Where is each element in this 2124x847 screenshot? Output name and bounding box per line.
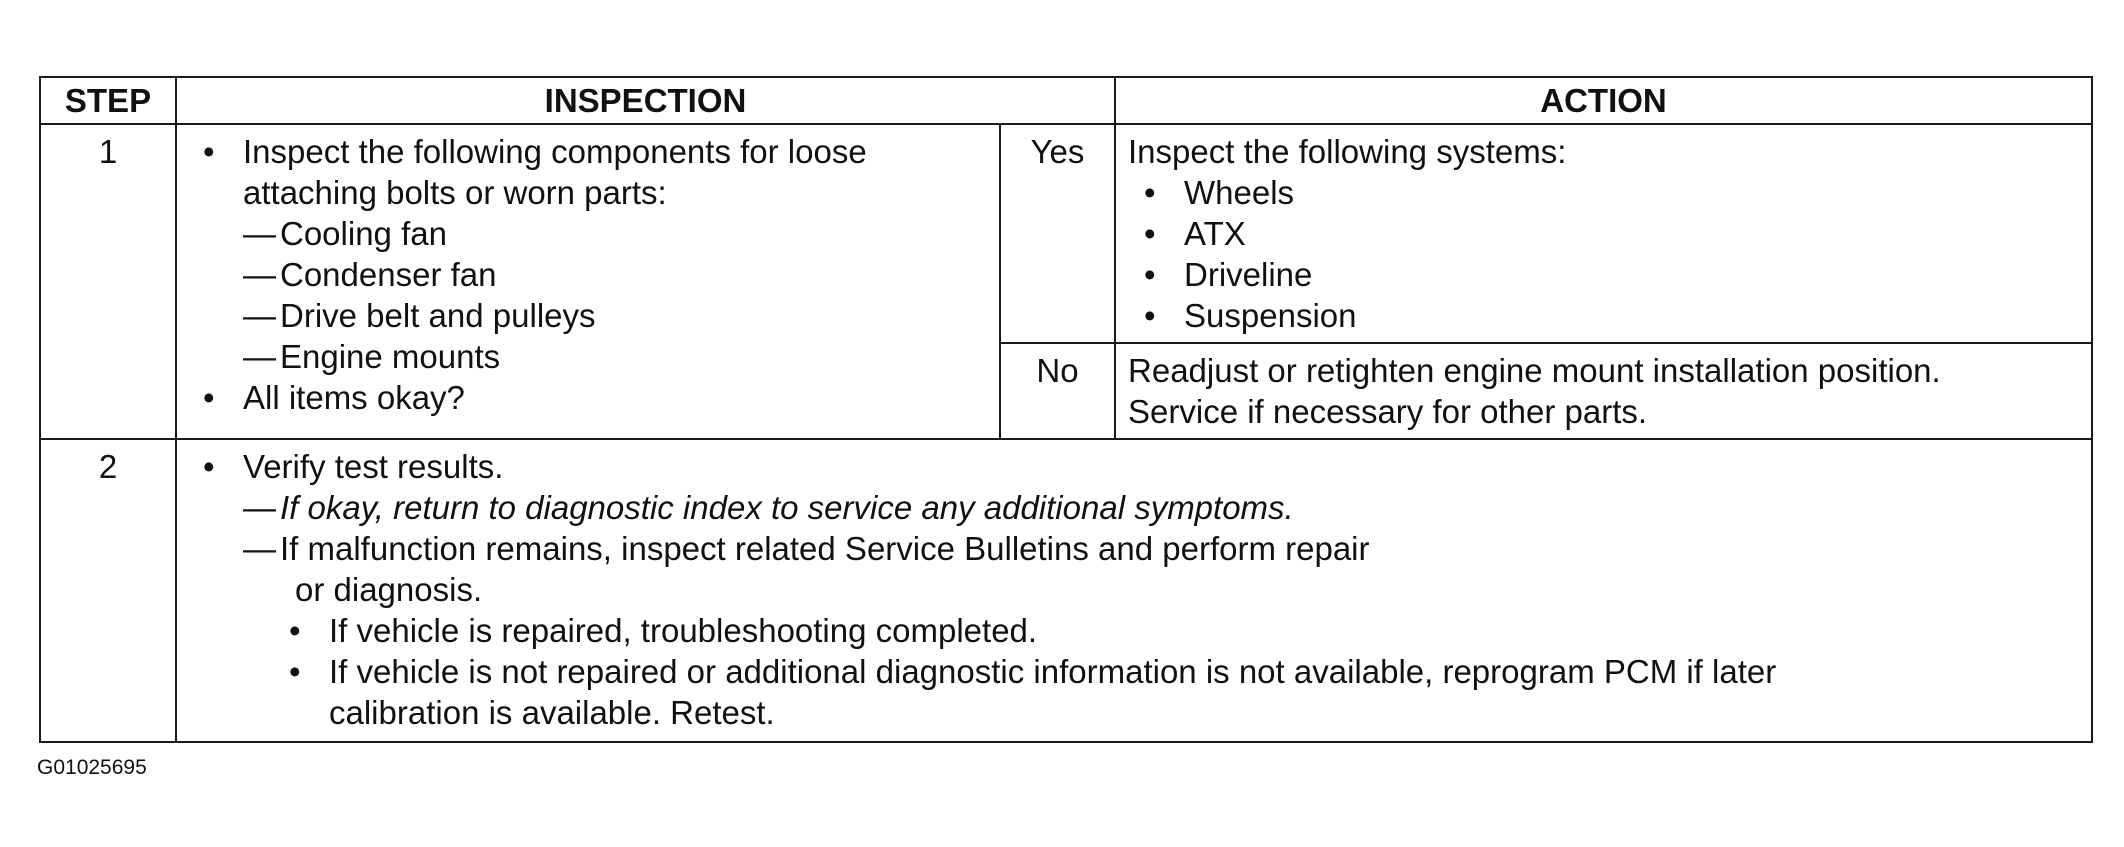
dash-mark: — <box>243 338 276 375</box>
step2-verify: • Verify test results. <box>201 446 2081 487</box>
no-label: No <box>1000 343 1115 439</box>
dash-mark: — <box>243 215 276 252</box>
yes-label: Yes <box>1000 124 1115 343</box>
component-label: Cooling fan <box>280 215 447 252</box>
inspection-header: INSPECTION <box>176 77 1115 124</box>
system-item: • Driveline <box>1128 254 2081 295</box>
no-action <box>1115 343 2092 439</box>
step1-inspection <box>176 124 1000 439</box>
step-header: STEP <box>40 77 176 124</box>
step1-intro-line2: attaching bolts or worn parts: <box>243 174 667 211</box>
no-action-line2: Service if necessary for other parts. <box>1128 393 1648 430</box>
dash-mark: — <box>243 489 276 526</box>
step2-okay-text: If okay, return to diagnostic index to service any additional symptoms. <box>280 489 1294 526</box>
step1-intro-item <box>201 131 989 213</box>
step2-repaired-item: • If vehicle is repaired, troubleshooting completed. <box>201 610 2081 651</box>
action-header: ACTION <box>1115 77 2092 124</box>
step1-yes-row <box>40 124 2092 343</box>
step2-malfunction-item <box>201 528 2081 569</box>
step2-content <box>176 439 2092 742</box>
step2-malfunction-line2: or diagnosis. <box>295 571 483 608</box>
dash-mark: — <box>243 256 276 293</box>
dash-mark: — <box>243 530 276 567</box>
step2-number: 2 <box>40 439 176 742</box>
component-item <box>201 295 989 336</box>
diagnostic-table <box>39 76 2093 743</box>
system-item: • Suspension <box>1128 295 2081 336</box>
step2-not-repaired-line2: calibration is available. Retest. <box>329 694 775 731</box>
component-label: Condenser fan <box>280 256 497 293</box>
component-label: Engine mounts <box>280 338 501 375</box>
system-item: • Wheels <box>1128 172 2081 213</box>
yes-action-intro: Inspect the following systems: <box>1128 133 1567 170</box>
component-item <box>201 213 989 254</box>
step1-question: • All items okay? <box>201 377 989 418</box>
component-label: Drive belt and pulleys <box>280 297 596 334</box>
system-item: • ATX <box>1128 213 2081 254</box>
step2-row <box>40 439 2092 742</box>
step1-intro-line1: Inspect the following components for loose <box>243 133 867 170</box>
dash-mark: — <box>243 297 276 334</box>
yes-action <box>1115 124 2092 343</box>
component-item <box>201 336 989 377</box>
step1-number: 1 <box>40 124 176 439</box>
no-action-line1: Readjust or retighten engine mount installation position. <box>1128 352 1941 389</box>
component-item <box>201 254 989 295</box>
figure-id: G01025695 <box>37 756 147 779</box>
step2-okay-item <box>201 487 2081 528</box>
step2-not-repaired-line1: If vehicle is not repaired or additional diagnostic information is not available, reprogram PCM if later <box>329 653 1777 690</box>
header-row <box>40 77 2092 124</box>
step2-not-repaired-item <box>201 651 2081 733</box>
step2-malfunction-line1: If malfunction remains, inspect related Service Bulletins and perform repair <box>280 530 1370 567</box>
